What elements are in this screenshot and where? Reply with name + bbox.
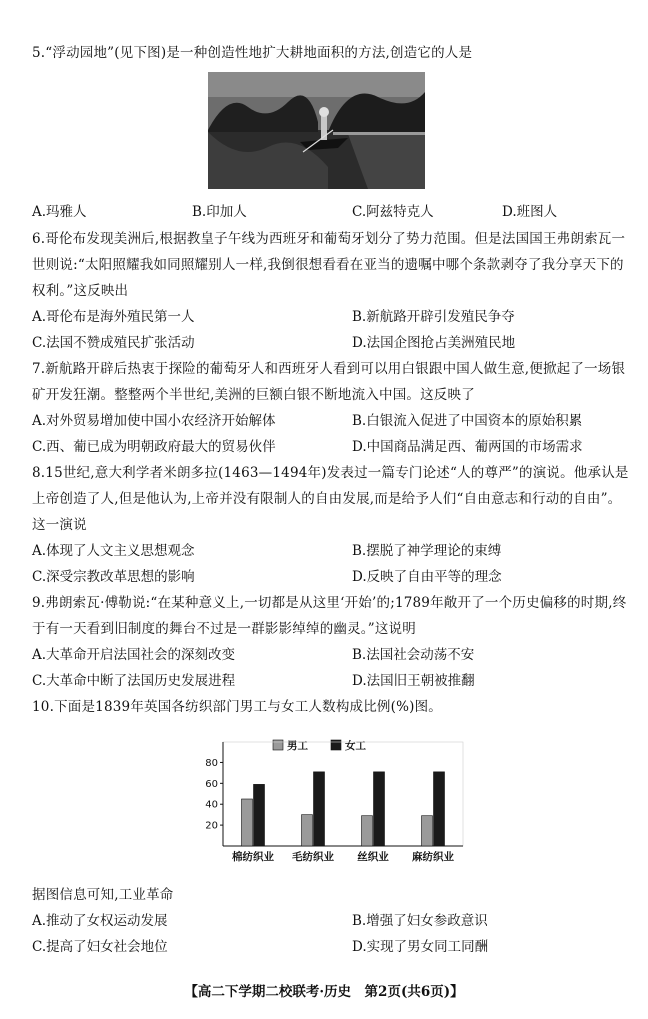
question-10 [32,694,632,720]
q8-option-b[interactable]: B.摆脱了神学理论的束缚 [352,543,502,559]
question-8-stem: 8.15世纪,意大利学者米朗多拉(1463—1494年)发表过一篇专门论述“人的尊严”的演说。他承认是上帝创造了人,但是他认为,上帝并没有限制人的自由发展,而是给予人们“自由意志和行动的自由”。这一演说 [32,465,629,533]
floating-garden-photo [208,72,425,189]
q10-option-b[interactable]: B.增强了妇女参政意识 [352,913,488,929]
q6-option-a[interactable]: A.哥伦布是海外殖民第一人 [32,309,195,325]
question-8-options-row1 [32,538,632,564]
y-tick-label: 80 [205,757,218,769]
q8-option-c[interactable]: C.深受宗教改革思想的影响 [32,569,195,585]
question-10-conclusion [32,882,632,960]
bar-女工-麻纺织业 [434,772,445,846]
question-9-options-row2 [32,668,632,694]
q5-option-b[interactable]: B.印加人 [192,204,247,220]
y-tick-label: 20 [205,820,218,832]
q10-option-c[interactable]: C.提高了妇女社会地位 [32,939,168,955]
chart-category-labels [232,850,454,863]
q9-option-b[interactable]: B.法国社会动荡不安 [352,647,475,663]
question-8-options-row2 [32,564,632,590]
question-5 [32,40,632,66]
bar-男工-棉纺织业 [242,799,253,846]
question-10-options-row1 [32,908,632,934]
floating-garden-illustration [208,72,425,189]
category-label: 丝织业 [357,851,389,863]
y-tick-label: 60 [205,778,218,790]
legend-label-女工: 女工 [345,740,366,752]
legend-swatch-男工 [273,740,283,750]
question-6-options-row2 [32,330,632,356]
bar-女工-棉纺织业 [254,784,265,846]
q6-option-b[interactable]: B.新航路开辟引发殖民争夺 [352,309,515,325]
q10-option-a[interactable]: A.推动了女权运动发展 [32,913,168,929]
bar-女工-毛纺织业 [314,772,325,846]
q7-option-b[interactable]: B.白银流入促进了中国资本的原始积累 [352,413,583,429]
question-6-stem: 6.哥伦布发现美洲后,根据教皇子午线为西班牙和葡萄牙划分了势力范围。但是法国国王弗朗索瓦一世则说:“太阳照耀我如同照耀别人一样,我倒很想看看在亚当的遗嘱中哪个条款剥夺了我分享天下的权利。”这反映出 [32,231,626,299]
question-6-options-row1 [32,304,632,330]
question-6 [32,226,632,356]
bar-男工-丝织业 [362,816,373,846]
question-8 [32,460,632,590]
question-7 [32,356,632,460]
question-7-options-row2 [32,434,632,460]
question-10-stem: 10.下面是1839年英国各纺织部门男工与女工人数构成比例(%)图。 [32,699,442,715]
question-9-stem: 9.弗朗索瓦·傅勒说:“在某种意义上,一切都是从这里‘开始’的;1789年敞开了一个历史偏移的时期,终于有一天看到旧制度的舞台不过是一群影影绰绰的幽灵。”这说明 [32,595,627,637]
bar-男工-麻纺织业 [422,816,433,846]
page-footer: 【高二下学期二校联考·历史 第2页(共6页)】 [184,984,464,1000]
category-label: 棉纺织业 [232,851,274,863]
legend-label-男工: 男工 [287,740,308,752]
q5-option-a[interactable]: A.玛雅人 [32,204,87,220]
q9-option-c[interactable]: C.大革命中断了法国历史发展进程 [32,673,236,689]
category-label: 毛纺织业 [292,851,334,863]
chart-bars [242,772,445,846]
question-10-options-row2 [32,934,632,960]
q8-option-d[interactable]: D.反映了自由平等的理念 [352,569,502,585]
bar-女工-丝织业 [374,772,385,846]
q7-option-d[interactable]: D.中国商品满足西、葡两国的市场需求 [352,439,583,455]
question-9 [32,590,632,694]
q6-option-c[interactable]: C.法国不赞成殖民扩张活动 [32,335,195,351]
chart-legend [273,739,366,752]
q10-option-d[interactable]: D.实现了男女同工同酬 [352,939,489,955]
q7-option-a[interactable]: A.对外贸易增加使中国小农经济开始解体 [32,413,276,429]
question-9-options-row1 [32,642,632,668]
q5-option-c[interactable]: C.阿兹特克人 [352,204,434,220]
question-7-stem: 7.新航路开辟后热衷于探险的葡萄牙人和西班牙人看到可以用白银跟中国人做生意,便掀起了一场银矿开发狂潮。整整两个半世纪,美洲的巨额白银不断地流入中国。这反映了 [32,361,626,403]
q8-option-a[interactable]: A.体现了人文主义思想观念 [32,543,195,559]
question-10-after: 据图信息可知,工业革命 [32,887,174,903]
q7-option-c[interactable]: C.西、葡已成为明朝政府最大的贸易伙伴 [32,439,276,455]
question-5-options [32,200,632,226]
worker-ratio-bar-chart [195,738,470,868]
question-7-options-row1 [32,408,632,434]
category-label: 麻纺织业 [412,851,454,863]
y-tick-label: 40 [205,799,218,811]
q9-option-d[interactable]: D.法国旧王朝被推翻 [352,673,475,689]
q6-option-d[interactable]: D.法国企图抢占美洲殖民地 [352,335,516,351]
legend-swatch-女工 [331,740,341,750]
q9-option-a[interactable]: A.大革命开启法国社会的深刻改变 [32,647,236,663]
question-5-stem: 5.“浮动园地”(见下图)是一种创造性地扩大耕地面积的方法,创造它的人是 [32,45,473,61]
bar-男工-毛纺织业 [302,815,313,846]
q5-option-d[interactable]: D.班图人 [502,204,558,220]
